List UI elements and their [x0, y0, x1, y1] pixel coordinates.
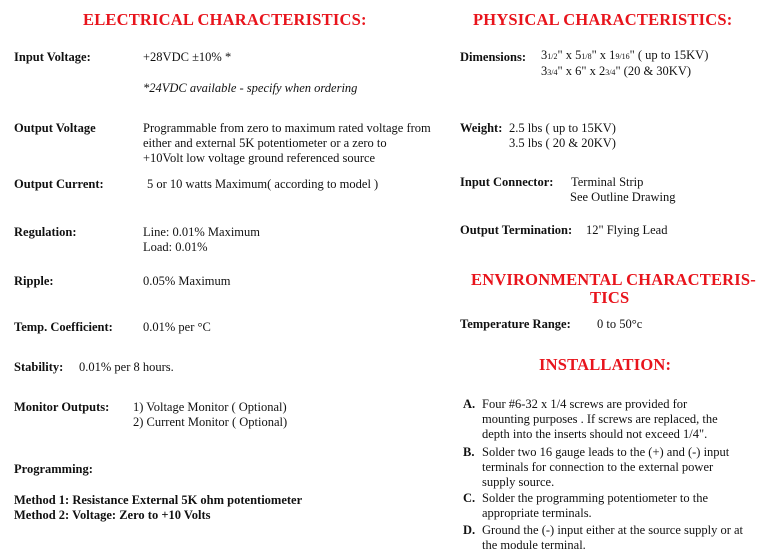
monitor-outputs-label: Monitor Outputs: [14, 400, 110, 414]
regulation-label: Regulation: [14, 225, 77, 239]
environmental-heading-line1: ENVIRONMENTAL CHARACTERIS- [471, 270, 756, 289]
physical-heading: PHYSICAL CHARACTERISTICS: [473, 10, 733, 29]
dimensions-line-2: 33/4" x 6" x 23/4" (20 & 30KV) [541, 64, 692, 78]
programming-method2: Method 2: Voltage: Zero to +10 Volts [14, 508, 211, 522]
input-connector-line2: See Outline Drawing [570, 190, 676, 204]
stability-value: 0.01% per 8 hours. [79, 360, 174, 374]
output-voltage-line: Programmable from zero to maximum rated voltage from [143, 121, 431, 135]
regulation-line: Line: 0.01% Maximum [143, 225, 260, 239]
input-voltage-note: *24VDC available - specify when ordering [143, 81, 358, 95]
weight-label: Weight: [460, 121, 503, 135]
output-voltage-label: Output Voltage [14, 121, 96, 135]
weight-line: 2.5 lbs ( up to 15KV) [509, 121, 616, 135]
input-connector-label: Input Connector: [460, 175, 554, 189]
output-current-label: Output Current: [14, 177, 104, 191]
dimensions-label: Dimensions: [460, 50, 526, 64]
installation-line: appropriate terminals. [482, 506, 592, 520]
installation-letter: C. [463, 491, 476, 505]
installation-item-c [463, 491, 708, 521]
regulation-values [143, 225, 260, 255]
installation-letter: A. [463, 397, 476, 411]
programming-method1: Method 1: Resistance External 5K ohm potentiometer [14, 493, 303, 507]
ripple-label: Ripple: [14, 274, 54, 288]
installation-line: depth into the inserts should not exceed 1/4". [482, 427, 708, 441]
stability-label: Stability: [14, 360, 64, 374]
installation-line: Solder two 16 gauge leads to the (+) and (-) input [482, 445, 730, 459]
installation-heading: INSTALLATION: [539, 355, 672, 374]
input-voltage-label: Input Voltage: [14, 50, 91, 64]
programming-label: Programming: [14, 462, 93, 476]
temperature-range-value: 0 to 50°c [597, 317, 643, 331]
temp-coefficient-value: 0.01% per °C [143, 320, 211, 334]
monitor-output-item: 1) Voltage Monitor ( Optional) [133, 400, 287, 414]
installation-line: Four #6-32 x 1/4 screws are provided for [482, 397, 688, 411]
ripple-value: 0.05% Maximum [143, 274, 231, 288]
output-voltage-line: either and external 5K potentiometer or a zero to [143, 136, 387, 150]
monitor-output-item: 2) Current Monitor ( Optional) [133, 415, 288, 429]
regulation-load: Load: 0.01% [143, 240, 208, 254]
input-connector-line1: Terminal Strip [571, 175, 644, 189]
temp-coefficient-label: Temp. Coefficient: [14, 320, 113, 334]
output-termination-label: Output Termination: [460, 223, 573, 237]
installation-letter: B. [463, 445, 475, 459]
input-voltage-value: +28VDC ±10% * [143, 50, 232, 64]
installation-line: supply source. [482, 475, 555, 489]
installation-letter: D. [463, 523, 476, 537]
dimensions-values [541, 48, 708, 80]
output-current-value: 5 or 10 watts Maximum( according to model ) [147, 177, 379, 191]
monitor-outputs-list [133, 400, 287, 430]
output-voltage-line: +10Volt low voltage ground referenced source [143, 151, 376, 165]
weight-line: 3.5 lbs ( 20 & 20KV) [509, 136, 616, 150]
electrical-heading: ELECTRICAL CHARACTERISTICS: [83, 10, 367, 29]
installation-line: Solder the programming potentiometer to the [482, 491, 708, 505]
installation-item-a [463, 397, 718, 442]
installation-line: Ground the (-) input either at the source supply or at [482, 523, 744, 537]
environmental-heading-line2: TICS [590, 288, 630, 307]
installation-line: terminals for connection to the external power [482, 460, 714, 474]
installation-item-d [463, 523, 743, 553]
output-termination-value: 12" Flying Lead [586, 223, 668, 237]
output-voltage-desc [143, 121, 431, 166]
weight-values [509, 121, 616, 151]
installation-line: mounting purposes . If screws are replaced, the [482, 412, 718, 426]
temperature-range-label: Temperature Range: [460, 317, 571, 331]
dimensions-line-1: 31/2" x 51/8" x 19/16" ( up to 15KV) [541, 48, 709, 62]
installation-item-b [463, 445, 729, 490]
installation-line: the module terminal. [482, 538, 586, 552]
